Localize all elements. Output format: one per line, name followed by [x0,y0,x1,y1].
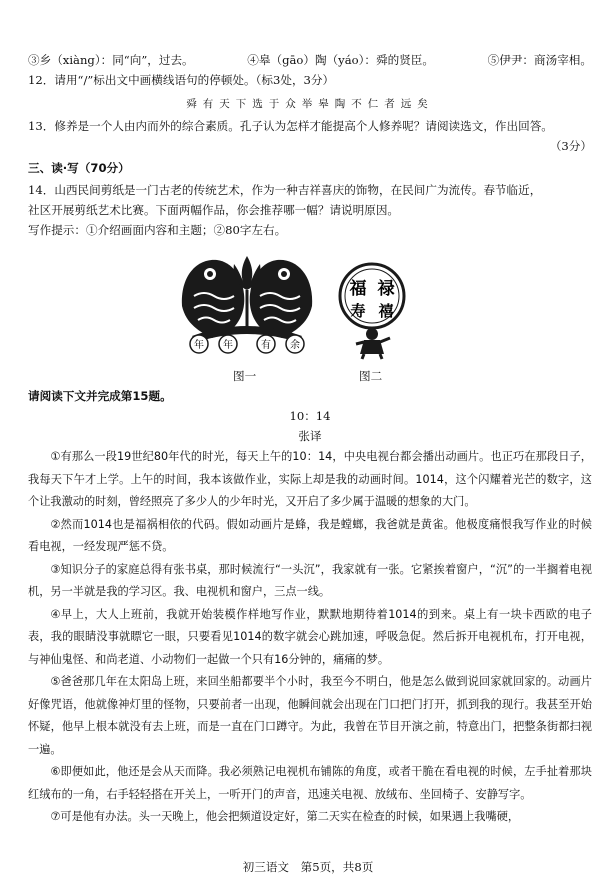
seal-char-3: 寿 [350,302,366,320]
seal-char-2: 禄 [377,279,395,299]
article-paragraph-3: ③知识分子的家庭总得有张书桌，那时候流行“一头沉”，我家就有一张。它紧挨着窗户，“沉”的一半搁着电视机，另一半就是我的学习区。我、电视机和窗户，三点一线。 [28,562,592,598]
seal-char-1: 福 [349,279,367,299]
question-14-hint: 写作提示：①介绍画面内容和主题；②80字左右。 [28,223,287,237]
question-12-sentence: 舜有天下选于众举皋陶不仁者远矣 [186,98,434,110]
gloss-5: ⑤伊尹：商汤宰相。 [487,53,592,67]
papercut-fish-image [172,246,322,354]
article-paragraph-6: ⑥即便如此，他还是会从天而降。我必须熟记电视机布铺陈的角度，或者干脆在看电视的时候，左手扯着那块红绒布的一角，右手轻轻搭在开关上，一听开门的声音，迅速关电视、放绒布、坐回椅子、安静写字。 [28,765,592,801]
question-13-score: （3分） [549,139,592,153]
question-12: 12．请用“/”标出文中画横线语句的停顿处。（标3处，3分） [28,73,335,87]
article-paragraph-4: ④早上，大人上班前，我就开始装模作样地写作业，默默地期待着1014的到来。桌上有一块卡西欧的电子表，我的眼睛没事就瞟它一眼，只要看见1014的数字就会心跳加速，呼吸急促。然后拆开电视机布，打开电视，与神仙鬼怪、和尚老道、小动物们一起做一个只有16分钟的，痛痛的梦。 [28,607,592,666]
article-paragraph-1: ①有那么一段19世纪80年代的时光，每天上午的10：14，中央电视台都会播出动画片。也正巧在那段日子，我每天下午才上学。上午的时间，我本该做作业，实际上却是我的动画时间。1014，这个闪耀着光芒的数字，这个让我激动的时刻，曾经照亮了多少人的少年时光，又开启了多少属于温暖的想象的大门。 [28,450,592,508]
article-title: 10：14 [289,409,331,423]
article-body [28,446,592,829]
fish-char-3: 有 [261,340,271,351]
fish-char-1: 年 [194,340,204,351]
question-14-line-1: 14．山西民间剪纸是一门古老的传统艺术，作为一种吉祥喜庆的饰物，在民间广为流传。春节临近， [28,183,542,197]
figure-2-caption: 图二 [359,369,383,383]
question-14-line-2: 社区开展剪纸艺术比赛。下面两幅作品，你会推荐哪一幅？请说明原因。 [28,203,400,217]
gloss-4: ④皋（gāo）陶（yáo）：舜的贤臣。 [247,53,434,67]
fish-char-4: 余 [290,340,300,351]
article-paragraph-2: ②然而1014也是福祸相依的代码。假如动画片是蜂，我是螳螂，我爸就是黄雀。他极度痛恨我写作业的时候看电视，一经发现严惩不贷。 [28,517,592,553]
reading-intro: 请阅读下文并完成第15题。 [28,389,172,403]
question-13: 13．修养是一个人由内而外的综合素质。孔子认为怎样才能提高个人修养呢？请阅读选文，作出回答。 [28,119,553,133]
article-paragraph-5: ⑤爸爸那几年在太阳岛上班，来回坐船都要半个小时，我至今不明白，他是怎么做到说回家就回家的。动画片好像咒语，他就像神灯里的怪物，只要前者一出现，他瞬间就会出现在门口把门打开，抓到我的现行。我甚至开始怀疑，他早上根本就没有去上班，而是一直在门口蹲守。为此，我曾在节目开演之前，特意出门，把整条街都扫视一遍。 [28,675,592,756]
article-author: 张译 [298,429,322,443]
article-paragraph-7: ⑦可是他有办法。头一天晚上，他会把频道设定好，第二天实在检查的时候，如果遇上我嘴硬， [50,810,520,823]
page-footer: 初三语文 第5页，共8页 [242,860,374,874]
gloss-row [28,52,592,68]
figure-1-caption: 图一 [233,369,257,383]
fish-char-2: 年 [223,340,233,351]
seal-char-4: 禧 [378,302,394,320]
gloss-3: ③乡（xiàng）：同“向”，过去。 [28,53,194,67]
section-title: 三、读·写（70分） [28,161,130,175]
papercut-seal-image [334,262,412,360]
